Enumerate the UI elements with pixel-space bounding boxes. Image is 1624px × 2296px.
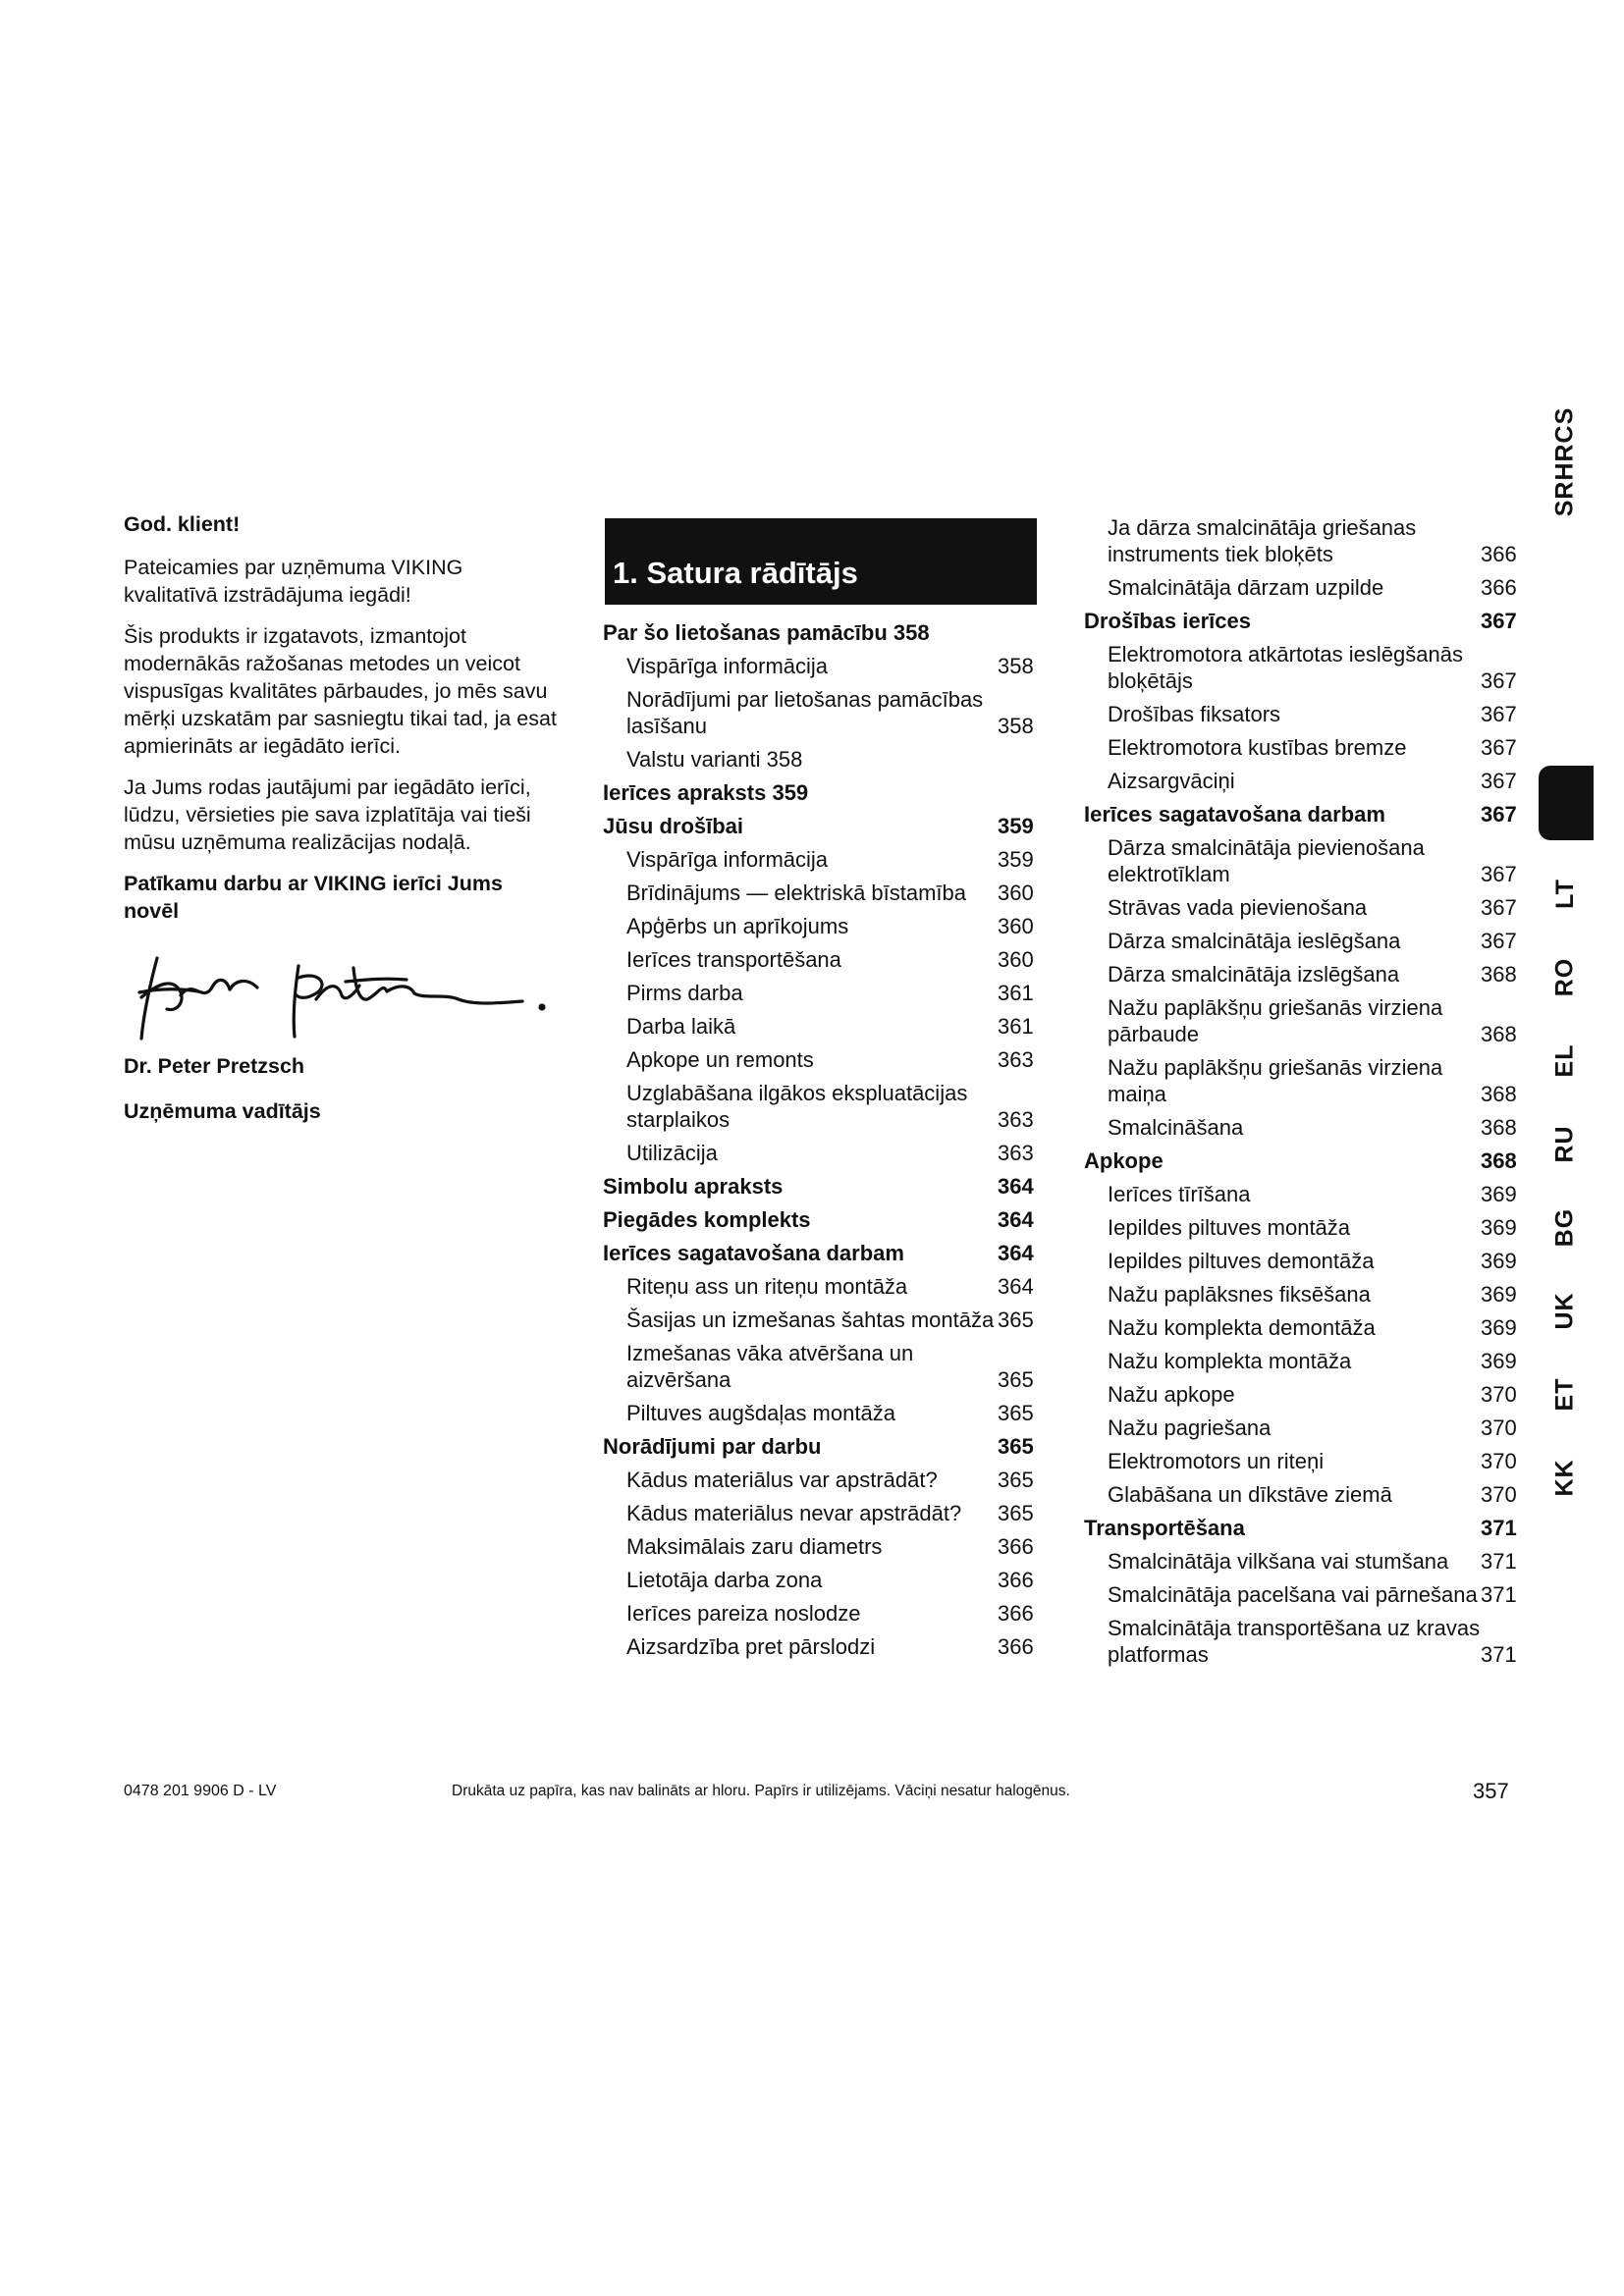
page-number: 357 — [1473, 1779, 1509, 1803]
toc-entry-title: Izmešanas vāka atvēršana un aizvēršana — [626, 1341, 914, 1392]
toc-entry-title: Ierīces tīrīšana — [1108, 1182, 1251, 1206]
toc-entry-title: Dārza smalcinātāja pievienošana elektrotīklam — [1108, 835, 1425, 886]
toc-entry-title: Strāvas vada pievienošana — [1108, 895, 1368, 920]
toc-entry[interactable] — [603, 1046, 1043, 1073]
toc-entry-title: Brīdinājums — elektriskā bīstamība — [626, 881, 967, 905]
letter-closing: Patīkamu darbu ar VIKING ierīci Jums novēl — [124, 872, 503, 923]
toc-entry[interactable] — [603, 1273, 1043, 1300]
language-tab-label: ET — [1550, 1377, 1579, 1411]
toc-entry-title: Iepildes piltuves demontāža — [1108, 1249, 1375, 1273]
toc-entry-title: Smalcinātāja transportēšana uz kravas platformas — [1108, 1616, 1481, 1667]
toc-entry-page: 367 — [1481, 862, 1517, 886]
toc-entry[interactable] — [603, 1340, 1043, 1393]
toc-entry[interactable] — [603, 880, 1043, 906]
language-tab-lt[interactable] — [1536, 864, 1595, 923]
toc-section-entry[interactable] — [603, 1206, 1043, 1233]
toc-entry[interactable] — [603, 1633, 1043, 1660]
toc-entry-title: Nažu paplākšņu griešanās virziena maiņa — [1108, 1055, 1443, 1106]
toc-column-1 — [603, 619, 1043, 1667]
signature-image — [120, 938, 562, 1046]
toc-entry-page: 358 — [998, 654, 1034, 678]
toc-entry-page: 367 — [1481, 668, 1517, 693]
toc-entry[interactable] — [1084, 1415, 1526, 1441]
toc-entry[interactable] — [603, 653, 1043, 679]
toc-entry-page: 366 — [1481, 542, 1517, 566]
toc-section-entry[interactable] — [1084, 1148, 1526, 1174]
toc-entry-title: Kādus materiālus var apstrādāt? — [626, 1468, 938, 1492]
footer-note: Drukāta uz papīra, kas nav balināts ar hloru. Papīrs ir utilizējams. Vāciņi nesatur halogēnus. — [452, 1783, 1070, 1799]
toc-entry-page: 366 — [1481, 575, 1517, 600]
toc-entry-title: Nažu paplākšņu griešanās virziena pārbaude — [1108, 995, 1443, 1046]
toc-entry-page: 367 — [1481, 702, 1517, 726]
toc-entry-title: Piegādes komplekts — [603, 1207, 811, 1232]
toc-entry[interactable] — [1084, 734, 1526, 761]
toc-entry-page: 370 — [1481, 1482, 1517, 1507]
language-tab-et[interactable] — [1536, 1364, 1595, 1423]
toc-entry[interactable] — [1084, 994, 1526, 1047]
toc-entry-page: 367 — [1481, 735, 1517, 760]
toc-entry-page: 367 — [1481, 929, 1517, 953]
language-tab-label: RU — [1550, 1124, 1579, 1163]
toc-entry[interactable] — [1084, 1348, 1526, 1374]
toc-entry[interactable] — [603, 1500, 1043, 1526]
toc-entry[interactable] — [1084, 1281, 1526, 1308]
language-tab-kk[interactable] — [1536, 1448, 1595, 1507]
toc-entry-page: 370 — [1481, 1449, 1517, 1473]
toc-entry-title: Nažu komplekta montāža — [1108, 1349, 1352, 1373]
toc-entry[interactable] — [1084, 574, 1526, 601]
toc-section-entry[interactable] — [603, 779, 1043, 806]
language-tab-uk[interactable] — [1536, 1281, 1595, 1340]
toc-entry-title: Vispārīga informācija — [626, 847, 829, 872]
toc-entry-page: 359 — [998, 847, 1034, 872]
toc-entry-page: 360 — [998, 947, 1034, 972]
toc-entry-title: Valstu varianti 358 — [626, 747, 803, 772]
toc-entry-page: 371 — [1481, 1516, 1517, 1540]
toc-entry-title: Transportēšana — [1084, 1516, 1245, 1540]
toc-entry-title: Elektromotora atkārtotas ieslēgšanās bloķētājs — [1108, 642, 1463, 693]
toc-entry-page: 367 — [1481, 802, 1517, 827]
toc-entry[interactable] — [603, 1600, 1043, 1627]
toc-entry-title: Ja dārza smalcinātāja griešanas instruments tiek bloķēts — [1108, 515, 1417, 566]
toc-entry[interactable] — [1084, 1381, 1526, 1408]
toc-entry-title: Smalcinātāja dārzam uzpilde — [1108, 575, 1384, 600]
document-code: 0478 201 9906 D - LV — [124, 1783, 277, 1799]
toc-entry-title: Darba laikā — [626, 1014, 736, 1039]
letter-paragraph: Pateicamies par uzņēmuma VIKING kvalitatīvā izstrādājuma iegādi! — [124, 556, 463, 607]
signer-name: Dr. Peter Pretzsch — [124, 1054, 305, 1078]
toc-entry-title: Šasijas un izmešanas šahtas montāža — [626, 1308, 995, 1332]
toc-entry-page: 367 — [1481, 895, 1517, 920]
toc-entry[interactable] — [603, 1307, 1043, 1333]
toc-entry[interactable] — [1084, 1615, 1526, 1668]
toc-entry[interactable] — [603, 846, 1043, 873]
toc-entry-title: Jūsu drošībai — [603, 814, 744, 838]
toc-entry[interactable] — [1084, 1481, 1526, 1508]
toc-entry-page: 370 — [1481, 1415, 1517, 1440]
toc-entry-page: 369 — [1481, 1349, 1517, 1373]
toc-entry-title: Nažu paplāksnes fiksēšana — [1108, 1282, 1371, 1307]
toc-entry-title: Smalcinātāja pacelšana vai pārnešana — [1108, 1582, 1478, 1607]
toc-entry[interactable] — [1084, 1581, 1526, 1608]
toc-entry-page: 367 — [1481, 609, 1517, 633]
toc-entry[interactable] — [603, 1140, 1043, 1166]
toc-entry-title: Lietotāja darba zona — [626, 1568, 823, 1592]
toc-section-entry[interactable] — [603, 1240, 1043, 1266]
toc-entry-page: 368 — [1481, 1148, 1517, 1173]
toc-entry-title: Elektromotora kustības bremze — [1108, 735, 1407, 760]
toc-entry-page: 358 — [998, 714, 1034, 738]
toc-entry-title: Piltuves augšdaļas montāža — [626, 1401, 895, 1425]
toc-entry-page: 369 — [1481, 1282, 1517, 1307]
toc-entry-title: Elektromotors un riteņi — [1108, 1449, 1325, 1473]
toc-entry-page: 363 — [998, 1141, 1034, 1165]
toc-entry-title: Par šo lietošanas pamācību 358 — [603, 620, 930, 645]
toc-entry[interactable] — [1084, 961, 1526, 988]
toc-entry-title: Vispārīga informācija — [626, 654, 829, 678]
toc-entry[interactable] — [603, 946, 1043, 973]
toc-entry-title: Riteņu ass un riteņu montāža — [626, 1274, 908, 1299]
toc-entry[interactable] — [1084, 768, 1526, 794]
toc-entry[interactable] — [1084, 834, 1526, 887]
toc-entry-title: Norādījumi par lietošanas pamācības lasīšanu — [626, 687, 984, 738]
toc-title-text: 1. Satura rādītājs — [613, 556, 858, 590]
letter-paragraph: Ja Jums rodas jautājumi par iegādāto ierīci, lūdzu, vērsieties pie sava izplatītāja vai tieši mūsu uzņēmuma realizācijas nodaļā. — [124, 775, 531, 854]
toc-entry-title: Ierīces sagatavošana darbam — [603, 1241, 904, 1265]
language-tab-label: UK — [1550, 1291, 1579, 1330]
toc-entry-page: 359 — [998, 814, 1034, 838]
toc-entry-page: 370 — [1481, 1382, 1517, 1407]
toc-entry-title: Smalcināšana — [1108, 1115, 1244, 1140]
toc-entry-page: 371 — [1481, 1549, 1517, 1574]
toc-entry-page: 361 — [998, 981, 1034, 1005]
language-tabs — [1536, 0, 1595, 1571]
toc-entry-page: 371 — [1481, 1642, 1517, 1667]
toc-entry-title: Uzglabāšana ilgākos ekspluatācijas starplaikos — [626, 1081, 968, 1132]
toc-entry-title: Kādus materiālus nevar apstrādāt? — [626, 1501, 962, 1525]
toc-entry-title: Simbolu apraksts — [603, 1174, 784, 1199]
toc-entry-page: 360 — [998, 914, 1034, 938]
letter-greeting: God. klient! — [124, 512, 241, 536]
language-tab-label: LT — [1550, 878, 1579, 909]
toc-entry[interactable] — [1084, 1314, 1526, 1341]
language-tab-label: KK — [1550, 1458, 1579, 1497]
language-tab-srhrcs[interactable] — [1536, 406, 1595, 516]
toc-entry-page: 366 — [998, 1634, 1034, 1659]
toc-entry[interactable] — [1084, 1054, 1526, 1107]
toc-entry-page: 365 — [998, 1308, 1034, 1332]
language-tab-label: EL — [1550, 1043, 1579, 1077]
toc-entry-title: Nažu pagriešana — [1108, 1415, 1272, 1440]
toc-entry[interactable] — [603, 1013, 1043, 1040]
toc-entry-title: Dārza smalcinātāja izslēgšana — [1108, 962, 1400, 987]
toc-entry[interactable] — [1084, 1248, 1526, 1274]
toc-entry-title: Pirms darba — [626, 981, 743, 1005]
toc-entry-page: 366 — [998, 1601, 1034, 1626]
toc-entry-page: 364 — [998, 1274, 1034, 1299]
toc-section-entry[interactable] — [603, 813, 1043, 839]
language-tab-bg[interactable] — [1536, 1198, 1595, 1256]
toc-entry-page: 361 — [998, 1014, 1034, 1039]
toc-entry[interactable] — [1084, 928, 1526, 954]
toc-entry-title: Drošības ierīces — [1084, 609, 1251, 633]
toc-entry-page: 367 — [1481, 769, 1517, 793]
toc-entry-page: 365 — [998, 1367, 1034, 1392]
toc-entry-page: 368 — [1481, 1115, 1517, 1140]
toc-section-entry[interactable] — [603, 1433, 1043, 1460]
toc-entry[interactable] — [1084, 1548, 1526, 1575]
toc-entry-title: Ierīces sagatavošana darbam — [1084, 802, 1385, 827]
toc-entry-page: 366 — [998, 1568, 1034, 1592]
toc-entry-page: 364 — [998, 1207, 1034, 1232]
toc-section-entry[interactable] — [1084, 608, 1526, 634]
toc-entry[interactable] — [1084, 514, 1526, 567]
toc-entry[interactable] — [603, 913, 1043, 939]
toc-entry-page: 368 — [1481, 1082, 1517, 1106]
toc-entry[interactable] — [1084, 1214, 1526, 1241]
toc-entry-page: 360 — [998, 881, 1034, 905]
toc-title — [605, 518, 1037, 605]
toc-entry-page: 369 — [1481, 1249, 1517, 1273]
toc-entry-title: Norādījumi par darbu — [603, 1434, 822, 1459]
language-tab-active[interactable] — [1539, 766, 1594, 840]
toc-entry-title: Dārza smalcinātāja ieslēgšana — [1108, 929, 1401, 953]
toc-entry[interactable] — [603, 686, 1043, 739]
toc-column-2 — [1084, 514, 1526, 1675]
toc-section-entry[interactable] — [603, 1173, 1043, 1200]
toc-entry-title: Glabāšana un dīkstāve ziemā — [1108, 1482, 1392, 1507]
letter-paragraph: Šis produkts ir izgatavots, izmantojot modernākās ražošanas metodes un veicot vispusīgas kvalitātes pārbaudes, jo mēs savu mērķi uzskatām par sasniegtu tikai tad, ja esat apmierināts ar iegādāto ierīci. — [124, 624, 557, 758]
language-tab-label: BG — [1550, 1207, 1579, 1247]
toc-entry[interactable] — [1084, 894, 1526, 921]
toc-entry-title: Apkope — [1084, 1148, 1164, 1173]
language-tab-label: SRHRCS — [1550, 406, 1579, 516]
toc-entry-title: Iepildes piltuves montāža — [1108, 1215, 1351, 1240]
toc-entry[interactable] — [1084, 1181, 1526, 1207]
toc-entry-page: 365 — [998, 1401, 1034, 1425]
toc-entry-page: 365 — [998, 1468, 1034, 1492]
toc-entry[interactable] — [603, 746, 1043, 773]
toc-entry[interactable] — [603, 1567, 1043, 1593]
toc-entry-title: Ierīces pareiza noslodze — [626, 1601, 861, 1626]
toc-entry-page: 363 — [998, 1107, 1034, 1132]
toc-entry-page: 365 — [998, 1501, 1034, 1525]
language-tab-ro[interactable] — [1536, 947, 1595, 1006]
toc-entry-page: 366 — [998, 1534, 1034, 1559]
toc-section-entry[interactable] — [1084, 801, 1526, 828]
toc-entry-page: 364 — [998, 1241, 1034, 1265]
toc-entry[interactable] — [603, 1400, 1043, 1426]
toc-entry-page: 369 — [1481, 1315, 1517, 1340]
toc-entry-title: Drošības fiksators — [1108, 702, 1281, 726]
toc-entry-page: 371 — [1481, 1582, 1517, 1607]
toc-entry[interactable] — [603, 1467, 1043, 1493]
toc-entry-page: 368 — [1481, 1022, 1517, 1046]
toc-entry-title: Aizsardzība pret pārslodzi — [626, 1634, 876, 1659]
toc-entry-title: Nažu apkope — [1108, 1382, 1235, 1407]
toc-entry-page: 364 — [998, 1174, 1034, 1199]
toc-entry[interactable] — [1084, 701, 1526, 727]
language-tab-label: RO — [1550, 957, 1579, 996]
toc-entry-page: 363 — [998, 1047, 1034, 1072]
toc-entry[interactable] — [1084, 1448, 1526, 1474]
toc-entry[interactable] — [603, 1533, 1043, 1560]
toc-entry-title: Utilizācija — [626, 1141, 718, 1165]
toc-entry[interactable] — [603, 1080, 1043, 1133]
toc-entry[interactable] — [1084, 641, 1526, 694]
toc-entry-title: Ierīces transportēšana — [626, 947, 841, 972]
toc-entry-title: Nažu komplekta demontāža — [1108, 1315, 1376, 1340]
toc-entry-page: 369 — [1481, 1182, 1517, 1206]
toc-entry-title: Maksimālais zaru diametrs — [626, 1534, 883, 1559]
toc-entry-page: 368 — [1481, 962, 1517, 987]
toc-entry[interactable] — [603, 980, 1043, 1006]
toc-entry-page: 369 — [1481, 1215, 1517, 1240]
toc-section-entry[interactable] — [1084, 1515, 1526, 1541]
toc-entry[interactable] — [1084, 1114, 1526, 1141]
signer-role: Uzņēmuma vadītājs — [124, 1099, 321, 1123]
toc-section-entry[interactable] — [603, 619, 1043, 646]
welcome-letter — [124, 510, 561, 1125]
toc-entry-page: 365 — [998, 1434, 1034, 1459]
toc-entry-title: Aizsargvāciņi — [1108, 769, 1235, 793]
toc-entry-title: Apkope un remonts — [626, 1047, 814, 1072]
toc-entry-title: Ierīces apraksts 359 — [603, 780, 809, 805]
language-tab-el[interactable] — [1536, 1031, 1595, 1090]
toc-entry-title: Smalcinātāja vilkšana vai stumšana — [1108, 1549, 1449, 1574]
language-tab-ru[interactable] — [1536, 1114, 1595, 1173]
toc-entry-title: Apģērbs un aprīkojums — [626, 914, 849, 938]
